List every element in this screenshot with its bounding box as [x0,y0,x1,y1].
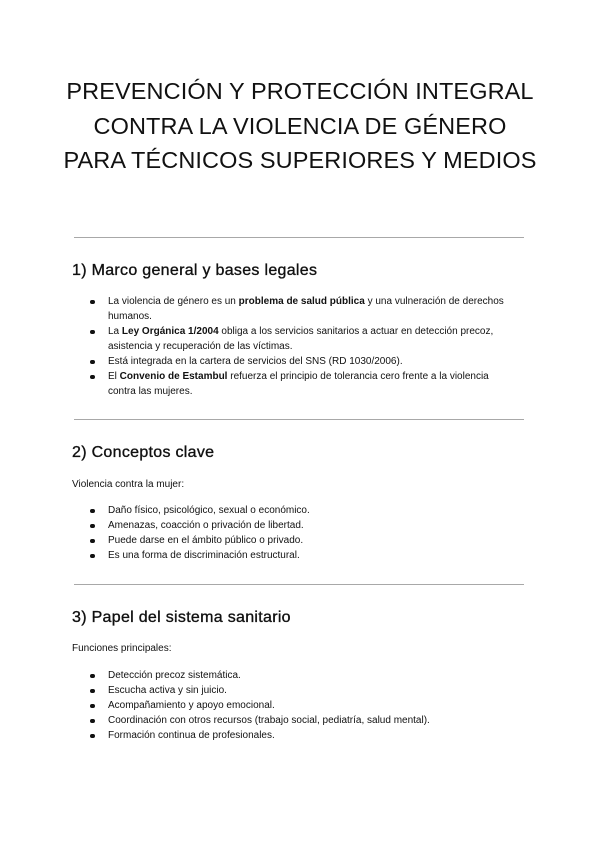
list-item-text: El [108,371,120,382]
list-item-text: refuerza el principio de tolerancia cero frente a la violencia contra las mujeres. [108,371,489,397]
section-divider [74,237,524,238]
section-intro-papel-sistema-sanitario: Funciones principales: [72,643,172,654]
list-item-emphasis: Ley Orgánica 1/2004 [121,326,219,337]
section-divider [74,419,524,420]
bullet-list-papel-sistema-sanitario [90,668,510,743]
list-item [90,369,510,399]
list-item-text: Amenazas, coacción o privación de libertad. [108,520,304,531]
bullet-icon [90,360,95,365]
list-item-text: y una vulneración de derechos humanos. [108,296,504,322]
list-item [90,713,510,728]
document-title: PREVENCIÓN Y PROTECCIÓN INTEGRAL CONTRA LA VIOLENCIA DE GÉNERO PARA TÉCNICOS SUPERIORES Y MEDIOS [63,78,537,173]
list-item-text: Coordinación con otros recursos (trabajo social, pediatría, salud mental). [108,715,430,726]
list-item [90,518,510,533]
list-item-emphasis: Convenio de Estambul [119,371,228,382]
section-heading-conceptos-clave: 2) Conceptos clave [72,444,215,461]
bullet-icon [90,674,95,679]
section-intro-conceptos-clave: Violencia contra la mujer: [72,479,185,490]
list-item-text: La [108,326,122,337]
bullet-icon [90,719,95,724]
list-item [90,728,510,743]
bullet-list-conceptos-clave [90,503,510,563]
list-item [90,324,510,354]
list-item [90,294,510,324]
bullet-icon [90,554,95,559]
bullet-icon [90,524,95,529]
list-item [90,548,510,563]
list-item-text: Daño físico, psicológico, sexual o económico. [108,505,310,516]
list-item [90,354,510,369]
list-item-text: Acompañamiento y apoyo emocional. [108,700,275,711]
list-item-emphasis: problema de salud pública [238,296,365,307]
bullet-icon [90,300,95,305]
list-item-text: Es una forma de discriminación estructural. [108,550,300,561]
list-item-text: Detección precoz sistemática. [108,670,241,681]
section-heading-marco-general: 1) Marco general y bases legales [72,262,318,279]
bullet-icon [90,734,95,739]
bullet-icon [90,375,95,380]
list-item [90,503,510,518]
list-item [90,683,510,698]
bullet-icon [90,689,95,694]
bullet-icon [90,704,95,709]
bullet-icon [90,330,95,335]
bullet-list-marco-general [90,294,510,399]
list-item-text: obliga a los servicios sanitarios a actuar en detección precoz, asistencia y recuperación de las víctimas. [108,326,494,352]
list-item-text: Está integrada en la cartera de servicios del SNS (RD 1030/2006). [108,356,403,367]
list-item-text: Escucha activa y sin juicio. [108,685,227,696]
section-divider [74,584,524,585]
list-item-text: Formación continua de profesionales. [108,730,275,741]
list-item [90,698,510,713]
list-item [90,668,510,683]
list-item-text: La violencia de género es un [108,296,239,307]
bullet-icon [90,509,95,514]
list-item [90,533,510,548]
list-item-text: Puede darse en el ámbito público o privado. [108,535,304,546]
section-heading-papel-sistema-sanitario: 3) Papel del sistema sanitario [72,609,291,626]
bullet-icon [90,539,95,544]
